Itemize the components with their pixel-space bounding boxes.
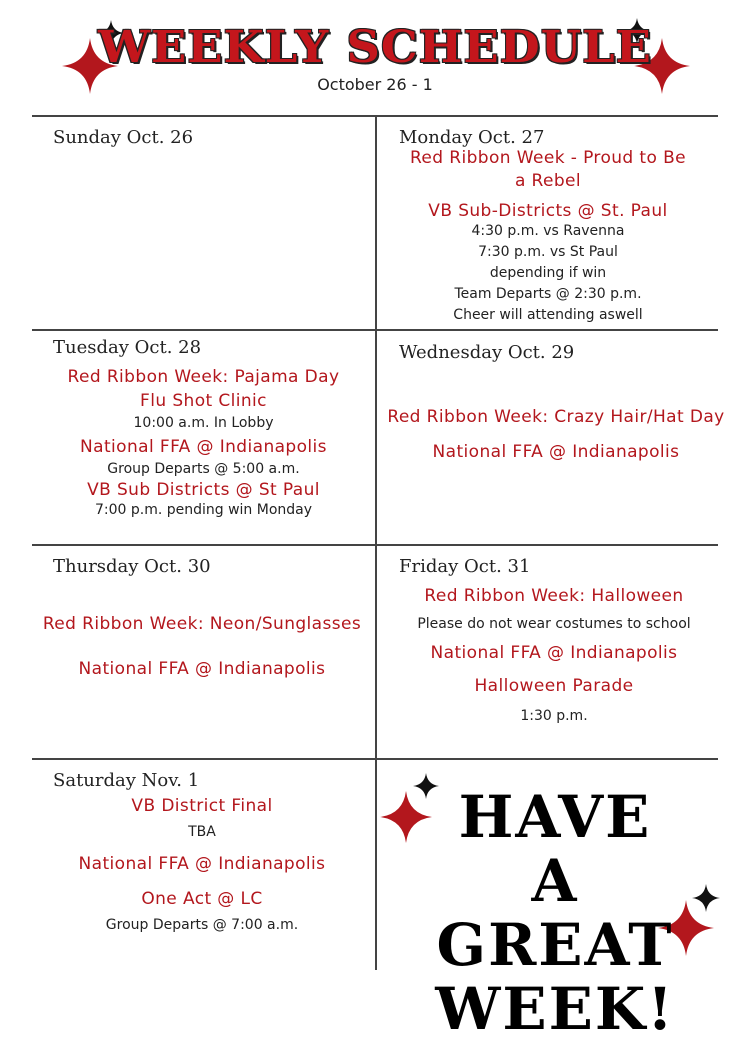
event-cell-thursday bbox=[32, 614, 372, 683]
day-heading-tuesday: Tuesday Oct. 28 bbox=[53, 337, 202, 358]
event-text: Red Ribbon Week - Proud to Be bbox=[409, 148, 687, 168]
event-text: National FFA @ Indianapolis bbox=[78, 854, 326, 874]
event-text: Halloween Parade bbox=[474, 676, 634, 696]
day-heading-friday: Friday Oct. 31 bbox=[399, 556, 531, 577]
event-text: a Rebel bbox=[514, 171, 582, 191]
event-text: Red Ribbon Week: Halloween bbox=[424, 586, 684, 606]
event-note: TBA bbox=[188, 824, 216, 840]
day-heading-sunday: Sunday Oct. 26 bbox=[53, 127, 194, 148]
event-note: 4:30 p.m. vs Ravenna bbox=[471, 223, 625, 239]
day-heading-monday: Monday Oct. 27 bbox=[399, 127, 545, 148]
date-range: October 26 - 1 bbox=[317, 75, 433, 94]
event-note: 7:00 p.m. pending win Monday bbox=[94, 502, 313, 518]
event-text: National FFA @ Indianapolis bbox=[78, 659, 326, 679]
event-note: 10:00 a.m. In Lobby bbox=[133, 415, 274, 431]
event-note: Please do not wear costumes to school bbox=[417, 616, 691, 632]
event-note: 1:30 p.m. bbox=[520, 708, 588, 724]
event-text: National FFA @ Indianapolis bbox=[430, 643, 678, 663]
day-heading-wednesday: Wednesday Oct. 29 bbox=[399, 342, 575, 363]
day-heading-saturday: Saturday Nov. 1 bbox=[53, 770, 200, 791]
event-cell-saturday bbox=[32, 796, 372, 937]
event-text: VB District Final bbox=[131, 796, 273, 816]
sparkle-star-icon bbox=[692, 884, 720, 912]
divider bbox=[375, 115, 377, 970]
closing-message bbox=[430, 785, 680, 1041]
closing-line: HAVE A bbox=[458, 783, 652, 915]
event-note: Cheer will attending aswell bbox=[453, 307, 643, 323]
event-note: depending if win bbox=[489, 265, 607, 281]
day-heading-thursday: Thursday Oct. 30 bbox=[53, 556, 211, 577]
event-cell-wednesday bbox=[376, 407, 736, 466]
event-text: Flu Shot Clinic bbox=[140, 391, 267, 411]
event-cell-tuesday bbox=[32, 367, 375, 522]
page-title: WEEKLY SCHEDULE bbox=[98, 22, 652, 73]
event-text: Red Ribbon Week: Neon/Sunglasses bbox=[42, 614, 362, 634]
event-note: Group Departs @ 7:00 a.m. bbox=[105, 917, 299, 933]
event-text: Red Ribbon Week: Crazy Hair/Hat Day bbox=[387, 407, 725, 427]
event-text: VB Sub-Districts @ St. Paul bbox=[428, 201, 668, 221]
event-text: National FFA @ Indianapolis bbox=[432, 442, 680, 462]
event-text: One Act @ LC bbox=[141, 889, 263, 909]
event-note: Group Departs @ 5:00 a.m. bbox=[107, 461, 300, 477]
closing-line: WEEK! bbox=[435, 975, 675, 1043]
event-cell-friday bbox=[376, 586, 732, 728]
event-note: 7:30 p.m. vs St Paul bbox=[478, 244, 618, 260]
event-cell-monday bbox=[378, 148, 718, 328]
closing-line: GREAT bbox=[436, 911, 674, 979]
event-text: Red Ribbon Week: Pajama Day bbox=[67, 367, 340, 387]
event-text: VB Sub Districts @ St Paul bbox=[87, 480, 320, 500]
event-note: Team Departs @ 2:30 p.m. bbox=[454, 286, 642, 302]
event-text: National FFA @ Indianapolis bbox=[80, 437, 327, 457]
